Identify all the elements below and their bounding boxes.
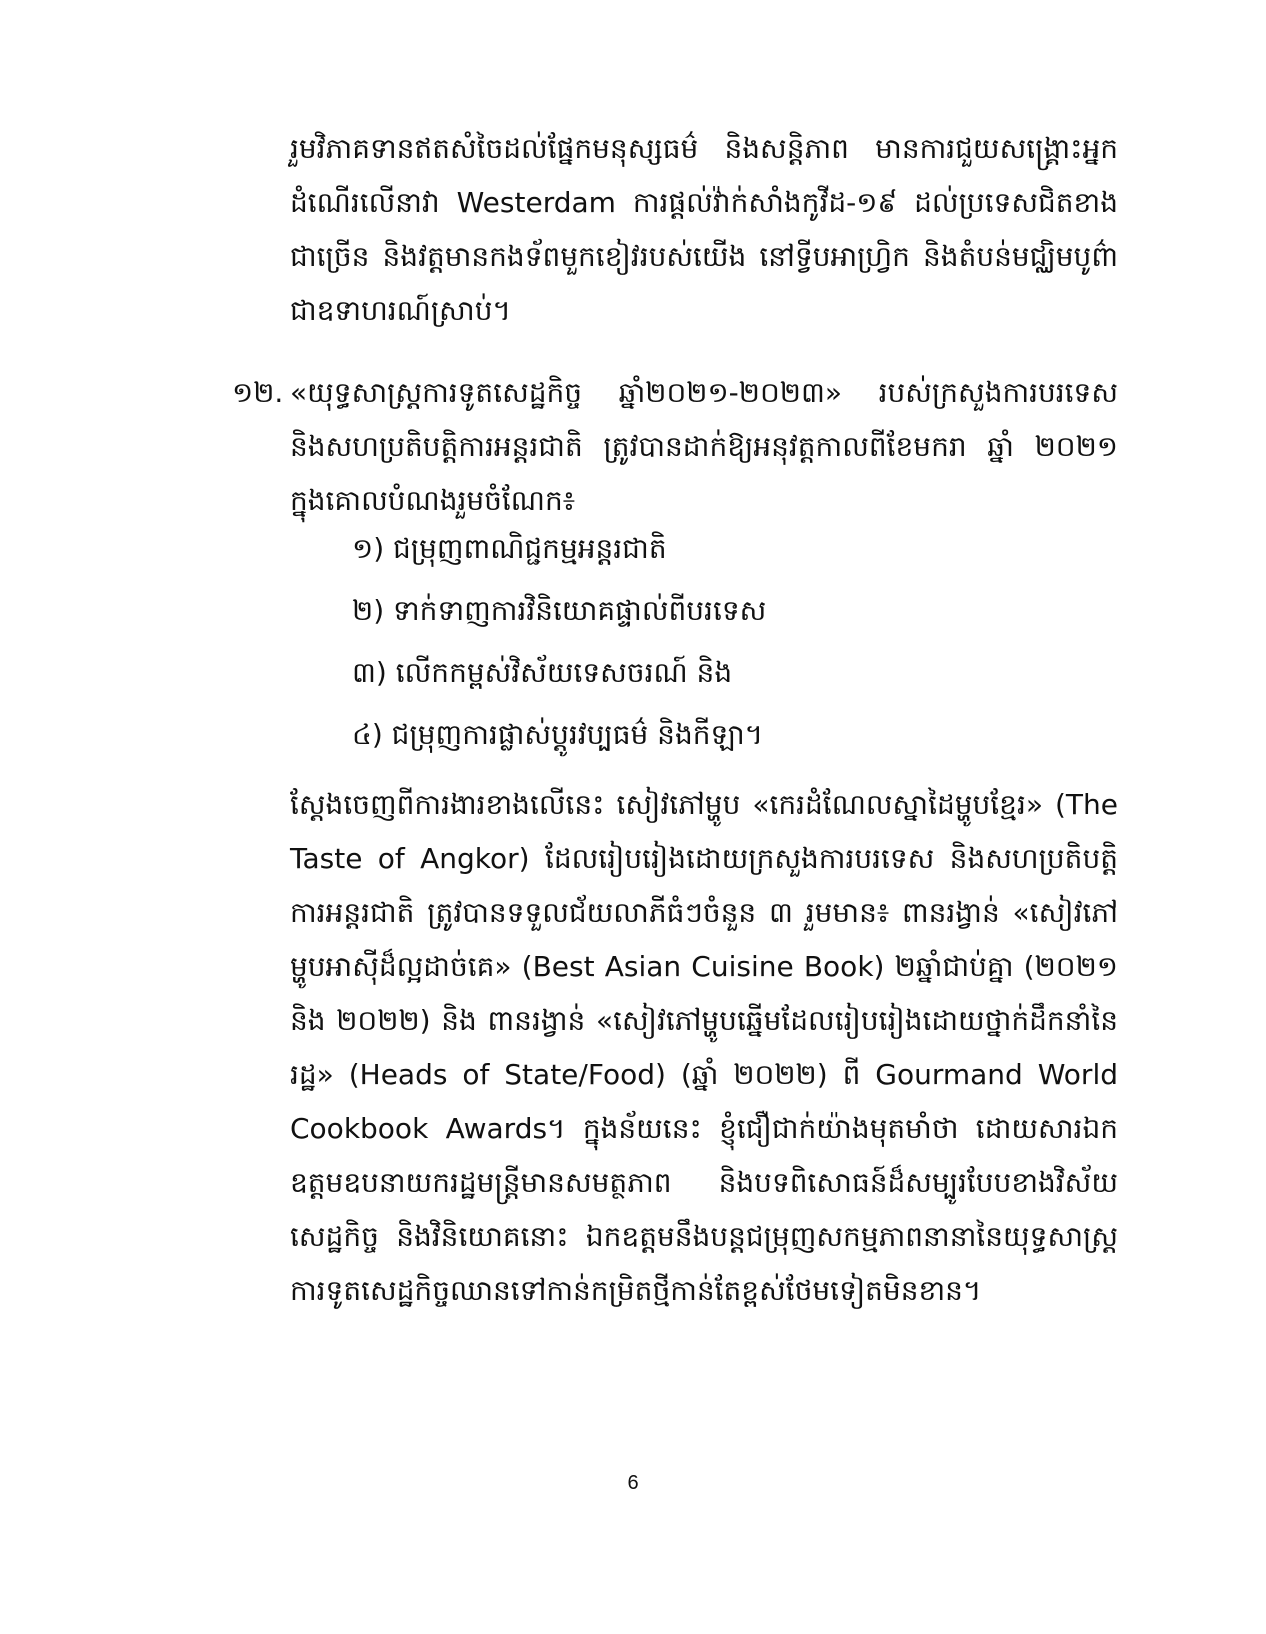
list-item: ១) ជម្រុញពាណិជ្ជកម្មអន្តរជាតិ: [352, 532, 667, 565]
page-number: 6: [627, 1472, 639, 1494]
paragraph-3: ស្តែងចេញពីការងារខាងលើនេះ សៀវភៅម្ហូប «កេរដំណែលស្នាដៃម្ហូបខ្មែរ» (The Taste of Angkor) ដែលរៀបរៀងដោយក្រសួងការបរទេស និងសហប្រតិបត្តិការអន្តរជាតិ ត្រូវបានទទួលជ័យលាភីធំៗចំនួន ៣ រួមមាន៖ ពានរង្វាន់ «សៀវភៅម្ហូបអាស៊ីដ៏ល្អដាច់គេ» (Best Asian Cuisine Book) ២ឆ្នាំជាប់គ្នា (២០២១ និង ២០២២) និង ពានរង្វាន់ «សៀវភៅម្ហូបឆ្នើមដែលរៀបរៀងដោយថ្នាក់ដឹកនាំនៃរដ្ឋ» (Heads of State/Food) (ឆ្នាំ ២០២២) ពី Gourmand World Cookbook Awards។ ក្នុងន័យនេះ ខ្ញុំជឿជាក់យ៉ាងមុតមាំថា ដោយសារឯកឧត្តមឧបនាយករដ្ឋមន្ត្រីមានសមត្ថភាព និងបទពិសោធន៍ដ៏សម្បូរបែបខាងវិស័យសេដ្ឋកិច្ច និងវិនិយោគនោះ ឯកឧត្តមនឹងបន្តជម្រុញសកម្មភាពនានានៃយុទ្ធសាស្ត្រការទូតសេដ្ឋកិច្ចឈានទៅកាន់កម្រិតថ្មីកាន់តែខ្ពស់ថែមទៀតមិនខាន។: [290, 788, 1118, 1307]
objectives-list: [352, 518, 1112, 766]
paragraph-1: រួមវិភាគទានឥតសំចៃដល់ផ្នែកមនុស្សធម៌ និងសន្តិភាព មានការជួយសង្គ្រោះអ្នកដំណើរលើនាវា Westerdam ការផ្តល់វ៉ាក់សាំងកូវីដ-១៩ ដល់ប្រទេសជិតខាងជាច្រើន និងវត្តមានកងទ័ពមួកខៀវរបស់យើង នៅទ្វីបអាហ្វ្រិក និងតំបន់មជ្ឈិមបូព៌ា ជាឧទាហរណ៍ស្រាប់។: [290, 132, 1118, 327]
list-item: ៤) ជម្រុញការផ្លាស់ប្តូរវប្បធម៌ និងកីឡា។: [352, 718, 764, 751]
item-12-text: «យុទ្ធសាស្ត្រការទូតសេដ្ឋកិច្ច ឆ្នាំ២០២១-២០២៣» របស់ក្រសួងការបរទេស និងសហប្រតិបត្តិការអន្តរជាតិ ត្រូវបានដាក់ឱ្យអនុវត្តកាលពីខែមករា ឆ្នាំ ២០២១ ក្នុងគោលបំណងរួមចំណែក៖: [290, 376, 1118, 517]
item-number: ១២.: [232, 376, 284, 409]
list-item: ៣) លើកកម្ពស់វិស័យទេសចរណ៍ និង: [352, 656, 733, 689]
numbered-item-12: [232, 366, 1118, 528]
list-item: ២) ទាក់ទាញការវិនិយោគផ្ទាល់ពីបរទេស: [352, 594, 767, 627]
